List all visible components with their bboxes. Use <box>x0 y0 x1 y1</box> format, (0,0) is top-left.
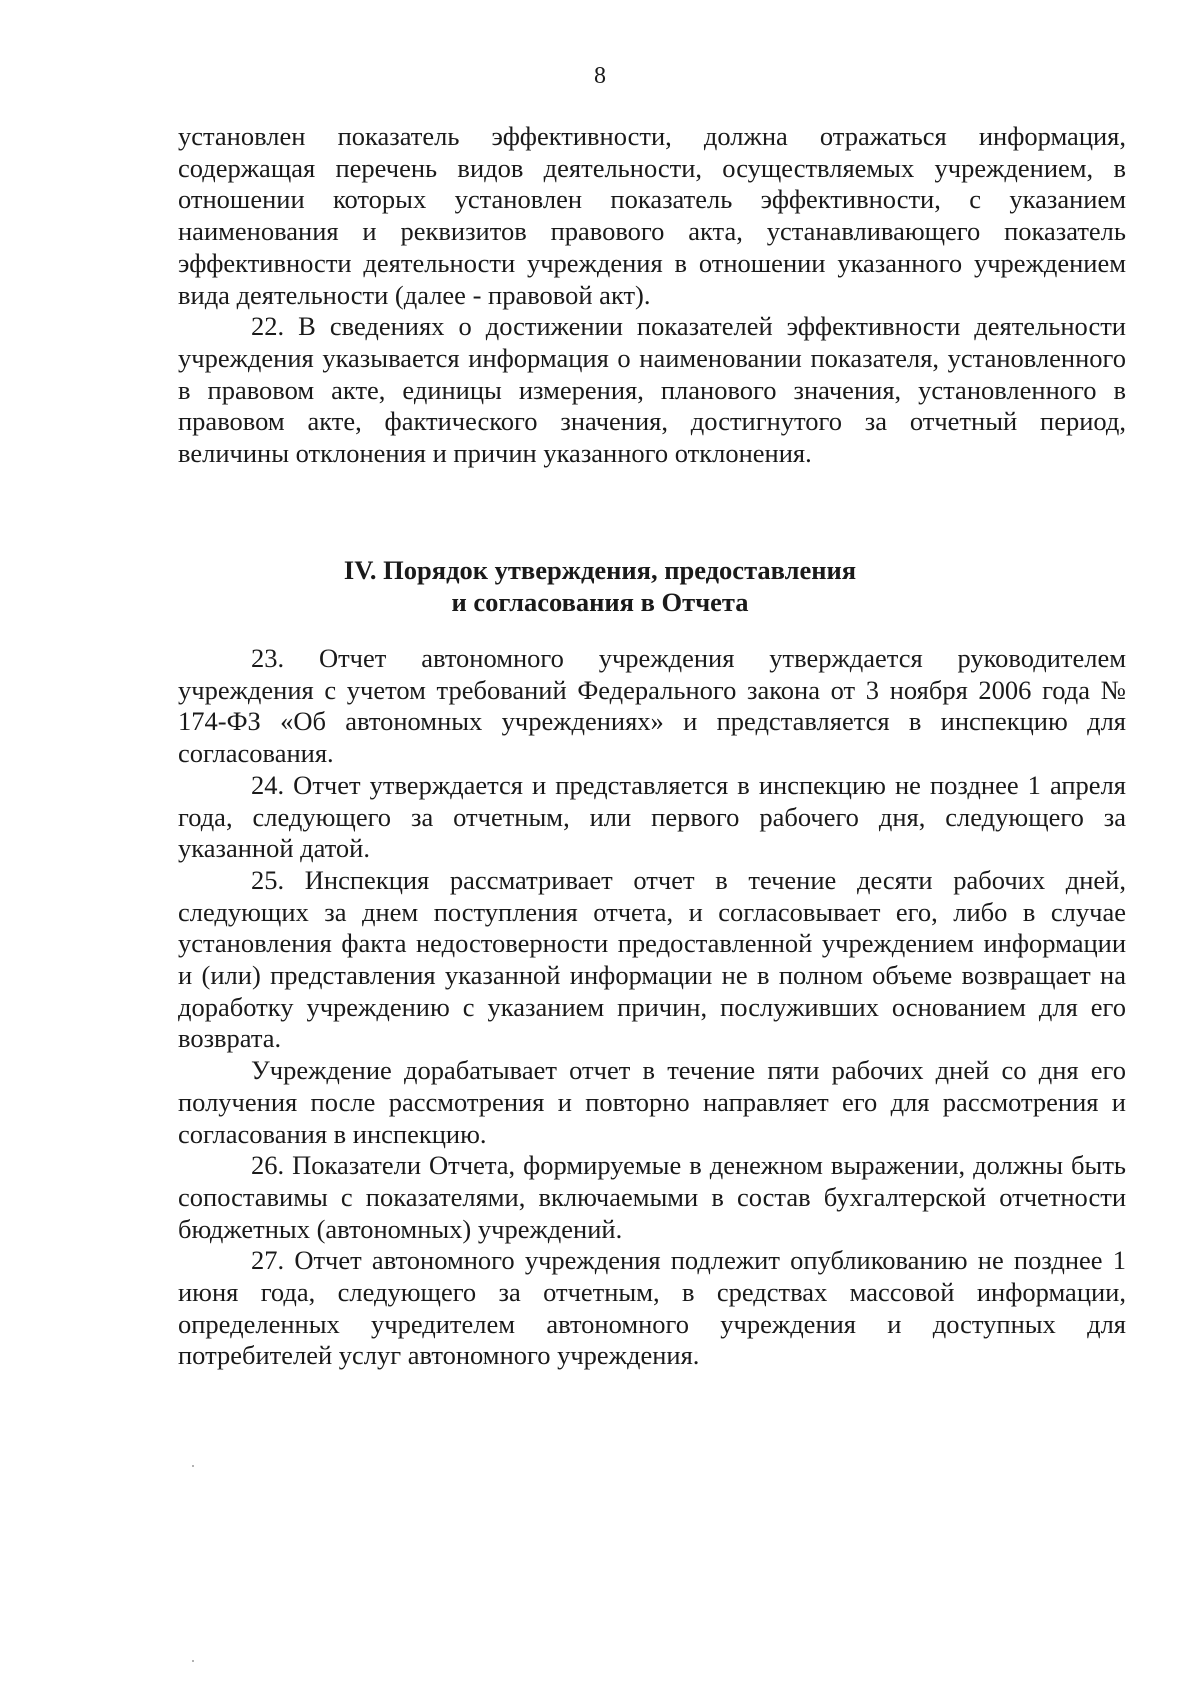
paragraph-27: 27. Отчет автономного учреждения подлежит опубликованию не позднее 1 июня года, следующего за отчетным, в средствах массовой информации, определенных учредителем автономного учреждения и доступных для потребителей услуг автономного учреждения. <box>178 1245 1126 1371</box>
section-heading-line-1: IV. Порядок утверждения, предоставления <box>343 555 857 585</box>
paragraph-continuation: установлен показатель эффективности, должна отражаться информация, содержащая перечень видов деятельности, осуществляемых учреждением, в отношении которых установлен показатель эффективности, с указанием наименования и реквизитов правового акта, устанавливающего показатель эффективности деятельности учреждения в отношении указанного учреждением вида деятельности (далее - правовой акт). <box>178 121 1126 310</box>
paragraph-25-continuation: Учреждение дорабатывает отчет в течение пяти рабочих дней со дня его получения после рассмотрения и повторно направляет его для рассмотрения и согласования в инспекцию. <box>178 1055 1126 1149</box>
text-block-top <box>178 121 1126 470</box>
paragraph-22: 22. В сведениях о достижении показателей эффективности деятельности учреждения указывается информация о наименовании показателя, установленного в правовом акте, единицы измерения, планового значения, установленного в правовом акте, фактического значения, достигнутого за отчетный период, величины отклонения и причин указанного отклонения. <box>178 311 1126 469</box>
section-heading <box>0 554 1200 618</box>
paragraph-26: 26. Показатели Отчета, формируемые в денежном выражении, должны быть сопоставимы с показателями, включаемыми в состав бухгалтерской отчетности бюджетных (автономных) учреждений. <box>178 1150 1126 1244</box>
text-block-bottom <box>178 643 1126 1372</box>
section-heading-line-2: и согласования в Отчета <box>451 587 749 617</box>
paragraph-25: 25. Инспекция рассматривает отчет в течение десяти рабочих дней, следующих за днем поступления отчета, и согласовывает его, либо в случае установления факта недостоверности предоставленной учреждением информации и (или) представления указанной информации не в полном объеме возвращает на доработку учреждению с указанием причин, послуживших основанием для его возврата. <box>178 864 1126 1054</box>
paragraph-24: 24. Отчет утверждается и представляется в инспекцию не позднее 1 апреля года, следующего за отчетным, или первого рабочего дня, следующего за указанной датой. <box>178 769 1126 864</box>
scan-speck <box>192 1660 194 1662</box>
page-number: 8 <box>594 63 606 89</box>
scan-speck <box>192 1465 194 1467</box>
paragraph-23: 23. Отчет автономного учреждения утверждается руководителем учреждения с учетом требований Федерального закона от 3 ноября 2006 года № 174-ФЗ «Об автономных учреждениях» и представляется в инспекцию для согласования. <box>178 643 1126 769</box>
